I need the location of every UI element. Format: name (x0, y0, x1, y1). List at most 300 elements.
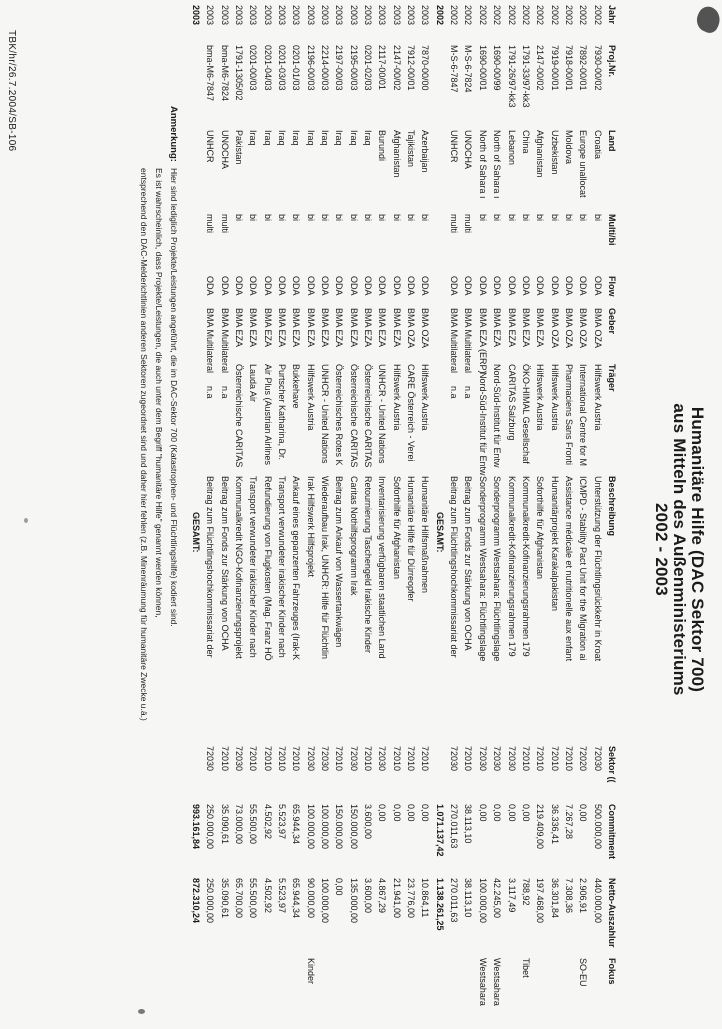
cell-traeger: Nord-Süd-Institut für Entw (477, 372, 488, 476)
cell-proj: bma-M6-7824 (219, 45, 230, 102)
cell-multibi: bi (578, 214, 589, 222)
cell-flow: ODA (420, 276, 431, 296)
cell-sektor: 72030 (492, 746, 503, 772)
cell-commitment: 219.409,00 (535, 804, 546, 850)
cell-flow: ODA (248, 276, 259, 296)
cell-proj (188, 45, 202, 130)
cell-geber: BMA EZA (377, 308, 388, 348)
cell-traeger: n.a (205, 386, 216, 399)
cell-sektor: 72030 (305, 746, 316, 772)
cell-multibi: bi (334, 214, 345, 222)
cell-sektor: 72010 (219, 746, 230, 772)
table-row (231, 5, 245, 1029)
cell-land: China (520, 130, 531, 154)
cell-commitment: 100.000,00 (305, 804, 316, 850)
cell-land (432, 130, 446, 214)
cell-beschreibung: Transport verwundeter irakischer Kinder nach (248, 476, 259, 658)
cell-commitment: 270.011,63 (449, 804, 460, 849)
cell-flow: ODA (219, 276, 230, 296)
cell-netto: 3.117,49 (506, 878, 517, 913)
table-row (346, 5, 360, 1029)
column-header-land: Land (607, 130, 618, 152)
cell-flow: ODA (233, 276, 244, 296)
cell-sektor: 72010 (363, 746, 374, 772)
cell-sektor: 72030 (449, 746, 460, 772)
table-row (590, 5, 604, 1029)
cell-geber: BMA EZA (248, 308, 259, 348)
table-row (418, 5, 432, 1029)
cell-land: North of Sahara ı (477, 130, 488, 199)
cell-beschreibung: Sonderprogramm Westsahara: Flüchtlingslage (492, 476, 503, 662)
cell-beschreibung: Humanitäre Hilfe für Dürreopfer (406, 476, 417, 602)
cell-beschreibung: Refundierung von Flugkosten (Mag. Franz HÖ (262, 476, 273, 661)
cell-fokus: Westsahara (492, 958, 503, 1006)
cell-land: Pakistan (233, 130, 244, 165)
cell-jahr: 2003 (277, 5, 288, 26)
cell-netto: 55.500,00 (248, 878, 259, 919)
cell-beschreibung: Soforthilfe für Afghanistan (391, 476, 402, 580)
cell-sektor: 72030 (320, 746, 331, 772)
annotation-line: Hier sind lediglich Projekte/Leistungen angeführt, die im DAC-Sektor 700 (Katastrophen- und Flüchtlingshilfe) kodiert sind. (169, 168, 179, 627)
cell-fokus (532, 958, 546, 1029)
cell-land: Europe unallocat (578, 130, 589, 198)
column-header-fokus: Fokus (607, 958, 618, 985)
cell-beschreibung: Ankauf eines gepanzerten Fahrzeuges (Irak-K (291, 476, 302, 661)
cell-traeger: Air Plus (Austrian Airlines (262, 364, 273, 466)
cell-flow: ODA (520, 276, 531, 296)
table-row (504, 5, 518, 1029)
cell-multibi: bi (391, 214, 402, 222)
column-header-sektor: Sektor (( (607, 746, 618, 783)
cell-multibi: bi (492, 214, 503, 222)
cell-geber: BMA OZA (578, 308, 589, 349)
cell-sektor (188, 746, 202, 804)
cell-geber: BMA EZA (363, 308, 374, 348)
cell-proj (432, 45, 446, 130)
cell-jahr: 2002 (434, 5, 445, 26)
annotation-label: Anmerkung: (168, 106, 179, 162)
cell-beschreibung: GESAMT: (434, 512, 445, 553)
cell-land: Iraq (262, 130, 273, 146)
cell-multibi: bi (420, 214, 431, 222)
cell-multibi: bi (477, 214, 488, 222)
cell-proj: 1791-1305/02 (233, 45, 244, 101)
cell-proj: 2196-00/03 (305, 45, 316, 91)
cell-geber: BMA Multilateral (205, 308, 216, 374)
cell-jahr: 2002 (535, 5, 546, 26)
cell-geber: BMA EZA (233, 308, 244, 348)
table-row (245, 5, 259, 1029)
cell-netto: 65.944,34 (291, 878, 302, 919)
cell-proj: 2195-00/03 (348, 45, 359, 91)
cell-beschreibung: Irak Hilfswerk Hilfsprojekt (305, 476, 316, 578)
cell-flow: ODA (592, 276, 603, 296)
cell-traeger: Pharmaciens Sans Fronti (563, 364, 574, 466)
cell-jahr: 2003 (219, 5, 230, 26)
cell-land: Moldova (563, 130, 574, 165)
cell-geber: BMA EZA (291, 308, 302, 348)
cell-commitment: 65.944,34 (291, 804, 302, 845)
cell-fokus: Westsahara (477, 958, 488, 1006)
cell-commitment: 36.336,41 (549, 804, 560, 845)
cell-geber: BMA EZA (535, 308, 546, 348)
cell-traeger: Österreichisches Rotes K (334, 364, 345, 466)
table-row (331, 5, 345, 1029)
table-row (446, 5, 460, 1029)
cell-jahr: 2003 (205, 5, 216, 26)
cell-sektor: 72010 (549, 746, 560, 772)
cell-commitment: 7.267,28 (563, 804, 574, 840)
cell-sektor (432, 746, 446, 804)
cell-flow: ODA (506, 276, 517, 296)
table-header-row (604, 5, 619, 1029)
cell-sektor: 72030 (592, 746, 603, 772)
cell-fokus: Tibet (520, 958, 531, 978)
total-row (188, 5, 202, 1029)
cell-multibi: bi (248, 214, 259, 222)
table-row (217, 5, 231, 1029)
cell-land: Afghanistan (391, 130, 402, 178)
title-line-1: Humanitäre Hilfe (DAC Sektor 700) (688, 406, 707, 693)
cell-fokus (590, 958, 604, 1029)
cell-traeger: n.a (219, 386, 230, 399)
scan-speck (138, 1009, 145, 1014)
cell-land (188, 130, 202, 214)
cell-land: Azerbaijan (420, 130, 431, 173)
cell-proj: 0201-01/03 (291, 45, 302, 91)
cell-land: UNOCHA (463, 130, 474, 170)
cell-geber (188, 308, 202, 364)
document-reference-number: TBK/hr/26.7.2004/SB-106 (6, 30, 17, 152)
cell-proj: 7918-00/01 (563, 45, 574, 91)
cell-proj: 1690-00/99 (492, 45, 503, 91)
cell-jahr: 2003 (291, 5, 302, 26)
cell-beschreibung: Unterstützung der Flüchtlingsrückkehr in Kroat (592, 476, 603, 662)
cell-commitment: 250.000,00 (205, 804, 216, 850)
cell-netto: 788,92 (520, 878, 531, 906)
table-row (389, 5, 403, 1029)
cell-geber: BMA EZA (348, 308, 359, 348)
cell-land: Iraq (334, 130, 345, 146)
cell-land: Iraq (291, 130, 302, 146)
cell-fokus (389, 958, 403, 1029)
cell-proj: bma-M6-7847 (205, 45, 216, 102)
cell-jahr: 2002 (578, 5, 589, 26)
cell-beschreibung: Kommunalkredit NGO-Kofinanzierungsprojekt (233, 476, 244, 659)
cell-commitment: 55.500,00 (248, 804, 259, 845)
cell-traeger (188, 364, 202, 476)
cell-beschreibung: Transport verwundeter irakischer Kinder nach (277, 476, 288, 658)
cell-geber: BMA EZA (334, 308, 345, 348)
cell-geber: BMA OZA (592, 308, 603, 349)
cell-geber: BMA EZA (305, 308, 316, 348)
column-header-beschreibung: Beschreibung (607, 476, 618, 537)
cell-sektor: 72030 (377, 746, 388, 772)
cell-fokus (561, 958, 575, 1029)
cell-land: UNOCHA (219, 130, 230, 170)
cell-netto: 270.011,63 (449, 878, 460, 923)
column-header-traeger: Träger (607, 364, 618, 392)
table-row (260, 5, 274, 1029)
projects-table (188, 5, 619, 1029)
cell-commitment: 150.000,00 (334, 804, 345, 850)
cell-traeger: CARITAS Salzburg (506, 364, 517, 441)
table-row (202, 5, 216, 1029)
annotation-line: entsprechend den DAC-Melderichtlinien anderen Sektoren zugeordnet sind und daher hier fehlen (z.B. Minenräumung für humanitäre Zwecke u.ä.) (139, 168, 149, 721)
cell-traeger: Hilfswerk Austria (549, 364, 560, 431)
cell-traeger: Österreichische CARITAS (363, 364, 374, 468)
cell-sektor: 72030 (233, 746, 244, 772)
cell-netto: 36.301,84 (549, 878, 560, 919)
cell-flow: ODA (277, 276, 288, 296)
cell-proj: M-S-6-7847 (449, 45, 460, 93)
cell-jahr: 2003 (377, 5, 388, 26)
cell-netto: 42.245,00 (492, 878, 503, 919)
cell-commitment: 0,00 (420, 804, 431, 822)
cell-traeger: ÖKO-HIMAL Gesellschaf (520, 364, 531, 464)
cell-beschreibung: Beitrag zum Fonds zur Stärkung von OCHA (219, 476, 230, 651)
cell-land: Iraq (320, 130, 331, 146)
cell-netto: 5.523,97 (277, 878, 288, 914)
cell-beschreibung: Humanitärprojekt Karakalpakistan (549, 476, 560, 612)
cell-beschreibung: Inventarisierung verfügbaren staatlichen Land (377, 476, 388, 659)
table-row (317, 5, 331, 1029)
cell-multibi: multi (205, 214, 216, 234)
cell-netto: 4.502,92 (262, 878, 273, 914)
table-row (475, 5, 489, 1029)
cell-jahr: 2003 (233, 5, 244, 26)
cell-fokus (346, 958, 360, 1029)
cell-commitment: 4.502,92 (262, 804, 273, 840)
cell-geber: BMA EZA (506, 308, 517, 348)
cell-geber: BMA EZA (320, 308, 331, 348)
cell-netto: 250.000,00 (205, 878, 216, 924)
cell-geber: BMA EZA (391, 308, 402, 348)
cell-fokus (331, 958, 345, 1029)
cell-sektor: 72010 (406, 746, 417, 772)
cell-fokus (245, 958, 259, 1029)
cell-proj: 7919-00/01 (549, 45, 560, 91)
cell-beschreibung: Assistance médicale et nutritionelle aux enfant (563, 476, 574, 662)
cell-proj: 7912-00/01 (406, 45, 417, 91)
cell-traeger: Bukkehave (291, 364, 302, 409)
cell-traeger: Nord-Süd-Institut für Entw (492, 364, 503, 468)
cell-traeger: UNHCR - United Nations (320, 364, 331, 464)
cell-jahr: 2003 (262, 5, 273, 26)
cell-flow: ODA (535, 276, 546, 296)
table-row (375, 5, 389, 1029)
cell-commitment: 100.000,00 (320, 804, 331, 850)
cell-multibi: bi (506, 214, 517, 222)
cell-netto: 872.310,24 (190, 878, 201, 924)
cell-geber: BMA Multilateral (219, 308, 230, 374)
cell-jahr: 2003 (334, 5, 345, 26)
cell-sektor: 72030 (348, 746, 359, 772)
cell-multibi: bi (520, 214, 531, 222)
cell-beschreibung: Kommunalkredit-Kofinanzierungsrahmen 179 (520, 476, 531, 657)
column-header-jahr: Jahr (607, 5, 618, 25)
cell-flow: ODA (320, 276, 331, 296)
cell-sektor: 72010 (391, 746, 402, 772)
cell-fokus (260, 958, 274, 1029)
cell-flow: ODA (406, 276, 417, 296)
cell-jahr: 2003 (305, 5, 316, 26)
cell-proj: 1690-00/01 (477, 45, 488, 91)
cell-commitment: 0,00 (506, 804, 517, 822)
column-header-flow: Flow (607, 276, 618, 297)
cell-geber: BMA OZA (420, 308, 431, 349)
cell-geber: BMA Multilateral (449, 308, 460, 374)
cell-sektor: 72010 (291, 746, 302, 772)
cell-multibi: bi (233, 214, 244, 222)
cell-jahr: 2002 (563, 5, 574, 26)
total-row (432, 5, 446, 1029)
cell-multibi: bi (291, 214, 302, 222)
cell-commitment: 38.113,10 (463, 804, 474, 844)
cell-fokus (217, 958, 231, 1029)
cell-jahr: 2003 (420, 5, 431, 26)
cell-jahr: 2002 (520, 5, 531, 26)
cell-flow: ODA (578, 276, 589, 296)
cell-land: Iraq (348, 130, 359, 146)
cell-commitment: 3.600,00 (363, 804, 374, 840)
cell-geber: BMA OZA (549, 308, 560, 349)
cell-land: Lebanon (506, 130, 517, 166)
cell-netto: 10.864,11 (420, 878, 431, 918)
cell-land: UNHCR (205, 130, 216, 163)
cell-netto: 90.000,00 (305, 878, 316, 919)
cell-sektor: 72010 (334, 746, 345, 772)
table-row (403, 5, 417, 1029)
cell-fokus (360, 958, 374, 1029)
cell-flow: ODA (291, 276, 302, 296)
cell-multibi: multi (449, 214, 460, 234)
cell-beschreibung: Sonderprogramm Westsahara: Flüchtlingslage (477, 476, 488, 662)
table-row (489, 5, 503, 1029)
cell-fokus (504, 958, 518, 1029)
column-header-netto: Netto-Auszahlur (607, 878, 618, 948)
cell-beschreibung: Caritas Nothilfsprogramm Irak (348, 476, 359, 596)
cell-proj: 1791-26/97-kk3 (506, 45, 517, 108)
cell-beschreibung: Wiederaufbau Irak, UNHCR: Hilfe für Flüchtlin (320, 476, 331, 660)
cell-netto: 135.000,00 (348, 878, 359, 924)
title-line-3: 2002 - 2003 (652, 503, 671, 596)
cell-flow: ODA (262, 276, 273, 296)
cell-commitment: 5.523,97 (277, 804, 288, 840)
cell-traeger: Hilfswerk Austria (391, 364, 402, 431)
cell-jahr: 2003 (248, 5, 259, 26)
cell-multibi: bi (592, 214, 603, 222)
cell-proj: 2197-00/03 (334, 45, 345, 91)
cell-land: Burundi (377, 130, 388, 162)
title-line-2: aus Mitteln des Außenministeriums (670, 403, 689, 696)
cell-jahr: 2002 (463, 5, 474, 26)
cell-netto: 2.906,91 (578, 878, 589, 914)
cell-multibi: bi (377, 214, 388, 222)
cell-land: UNHCR (449, 130, 460, 163)
cell-land: Iraq (248, 130, 259, 146)
cell-netto: 21.941,00 (391, 878, 402, 919)
scan-speck (24, 518, 28, 523)
cell-beschreibung: Beitrag zum Ankauf von Wassertankwägen (334, 476, 345, 648)
column-header-commitment: Commitment (607, 804, 618, 860)
cell-fokus (547, 958, 561, 1029)
cell-geber (432, 308, 446, 364)
cell-land: Afghanistan (535, 130, 546, 178)
cell-fokus: SO-EU (578, 958, 589, 987)
cell-jahr: 2002 (449, 5, 460, 26)
cell-jahr: 2003 (320, 5, 331, 26)
cell-land: Iraq (277, 130, 288, 146)
cell-proj: 2214-00/03 (320, 45, 331, 91)
cell-commitment: 150.000,00 (348, 804, 359, 850)
cell-traeger: Hilfswerk Austria (420, 364, 431, 431)
cell-sektor: 72010 (420, 746, 431, 772)
cell-traeger: Hilfswerk Austria (305, 364, 316, 431)
cell-multibi: bi (406, 214, 417, 222)
cell-beschreibung: ICMPD - Stability Pact Unit for the Migration ai (578, 476, 589, 661)
cell-flow: ODA (549, 276, 560, 296)
ink-smudge-artifact (693, 3, 722, 35)
cell-beschreibung: Retournierung Taschengeld Irakische Kinder (363, 476, 374, 653)
cell-netto: 65.700,00 (233, 878, 244, 919)
cell-sektor: 72010 (463, 746, 474, 772)
cell-geber: BMA Multilateral (463, 308, 474, 374)
cell-fokus: Kinder (305, 958, 316, 985)
table-row (303, 5, 317, 1029)
cell-jahr: 2003 (406, 5, 417, 26)
cell-fokus (188, 958, 202, 1029)
cell-traeger: CARE Österreich - Verei (406, 364, 417, 462)
cell-land: Tajikistan (406, 130, 417, 168)
cell-land: Iraq (363, 130, 374, 146)
annotation-line: Es ist wahrscheinlich, dass Projekte/Leistungen, die auch unter dem Begriff "humanitäre Hilfe" genannt werden können, (154, 168, 164, 618)
document-title (652, 70, 706, 1029)
cell-flow: ODA (492, 276, 503, 296)
cell-flow: ODA (391, 276, 402, 296)
cell-traeger: UNHCR - United Nations (377, 364, 388, 464)
cell-fokus (375, 958, 389, 1029)
cell-multibi: bi (535, 214, 546, 222)
cell-fokus (202, 958, 216, 1029)
cell-commitment: 0,00 (492, 804, 503, 822)
cell-sektor: 72030 (506, 746, 517, 772)
cell-netto: 197.468,00 (535, 878, 546, 924)
cell-proj: 7892-00/01 (578, 45, 589, 91)
cell-land: Croatia (592, 130, 603, 160)
cell-multibi: bi (277, 214, 288, 222)
cell-proj: 0201-04/03 (262, 45, 273, 91)
cell-commitment: 0,00 (377, 804, 388, 822)
cell-traeger: International Centre for M (578, 364, 589, 467)
cell-traeger (432, 364, 446, 476)
cell-geber: BMA EZA (262, 308, 273, 348)
cell-sektor: 72010 (277, 746, 288, 772)
cell-jahr: 2002 (492, 5, 503, 26)
cell-sektor: 72010 (520, 746, 531, 772)
cell-flow: ODA (449, 276, 460, 296)
cell-commitment: 0,00 (406, 804, 417, 822)
cell-geber: BMA EZA (ERP) (477, 308, 488, 374)
cell-sektor: 72010 (262, 746, 273, 772)
cell-proj: 7930-00/02 (592, 45, 603, 91)
cell-proj: 2147-00/02 (535, 45, 546, 91)
cell-jahr: 2003 (391, 5, 402, 26)
cell-flow: ODA (563, 276, 574, 296)
cell-fokus (432, 958, 446, 1029)
cell-sektor: 72010 (248, 746, 259, 772)
cell-jahr: 2003 (348, 5, 359, 26)
